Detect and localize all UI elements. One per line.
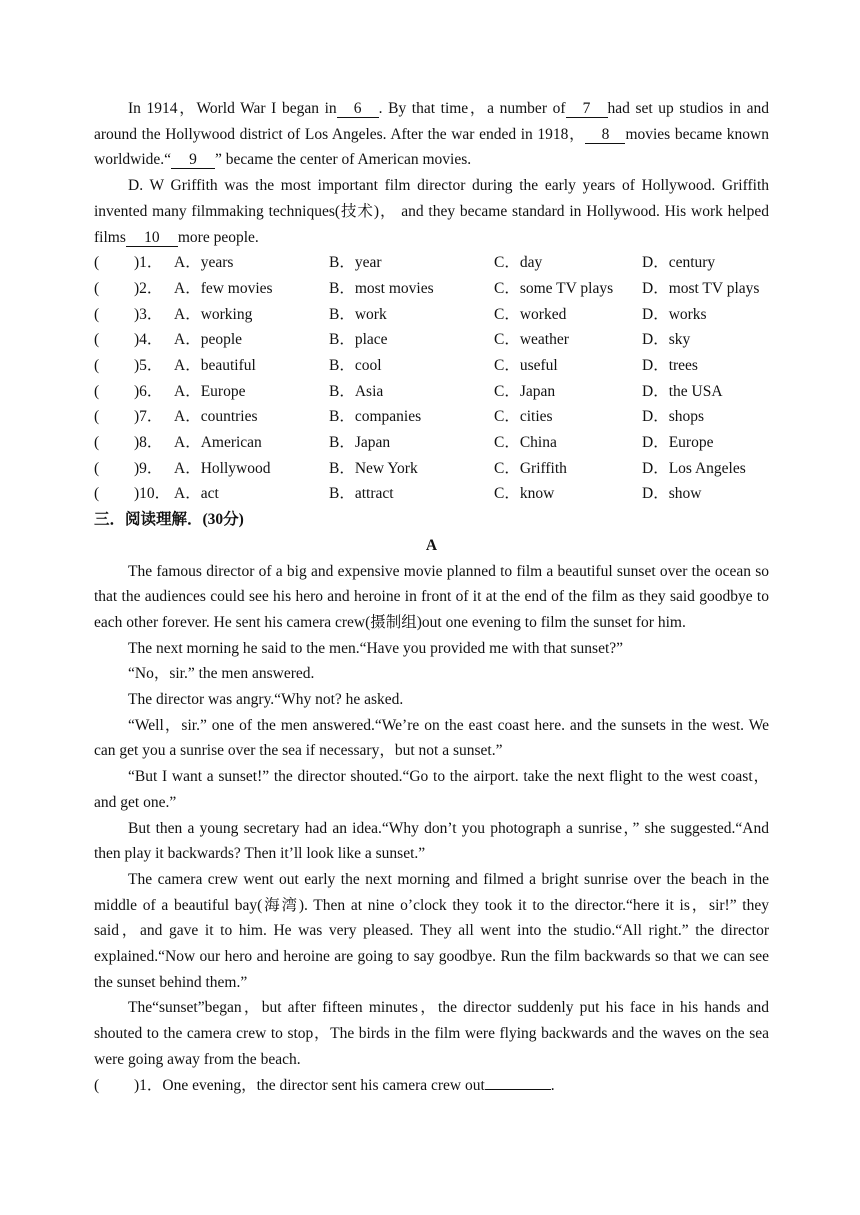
blank-9: 9 [171, 151, 215, 169]
passage-paragraph: “But I want a sunset!” the director shouted.“Go to the airport. take the next flight to the west coast，and get one.” [94, 768, 769, 811]
option-d[interactable]: D．century [642, 254, 716, 272]
passage-paragraph: The camera crew went out early the next morning and filmed a bright sunrise over the beach in the middle of a beautiful bay(海湾). Then at nine o’clock they took it to the director.“here it is，sir!” they said，and gave it to him. He was very pleased. They all went into the studio.“All right.” the director explained.“Now our hero and heroine are going to say goodbye. Run the film backwards so that we can see the sunset behind them.” [94, 870, 769, 991]
option-number: )6． [134, 382, 163, 400]
option-c[interactable]: C．weather [494, 331, 569, 349]
question-number: )1． [134, 1076, 163, 1094]
option-c[interactable]: C．cities [494, 408, 553, 426]
blank-7: 7 [566, 100, 608, 118]
option-d[interactable]: D．trees [642, 356, 698, 374]
option-c[interactable]: C．know [494, 485, 555, 503]
passage-paragraph: The“sunset”began，but after fifteen minutes，the director suddenly put his face in his hands and shouted to the camera crew to stop，The birds in the film were flying backwards and the waves on the sea were going away from the beach. [94, 999, 769, 1068]
option-a[interactable]: A．years [174, 254, 234, 272]
question-stem: One evening，the director sent his camera crew out [162, 1076, 485, 1094]
question-text [134, 1073, 555, 1099]
answer-paren: ( [94, 279, 100, 297]
text-run: had set up studios in and around the Hollywood district of Los Angeles. After the war ended in 1918， [94, 100, 769, 143]
option-d[interactable]: D．Europe [642, 434, 714, 452]
option-d[interactable]: D．sky [642, 331, 691, 349]
option-number: )10． [134, 485, 171, 503]
option-number: )2． [134, 279, 163, 297]
option-c[interactable]: C．China [494, 434, 557, 452]
option-number: )4． [134, 331, 163, 349]
option-number: )8． [134, 434, 163, 452]
option-row [94, 481, 769, 507]
answer-paren: ( [94, 485, 100, 503]
passage-paragraph: But then a young secretary had an idea.“Why don’t you photograph a sunrise，” she suggested.“And then play it backwards? Then it’ll look like a sunset.” [94, 819, 769, 863]
cloze-paragraph-1 [94, 96, 769, 173]
option-c[interactable]: C．worked [494, 305, 567, 323]
option-number: )3． [134, 305, 163, 323]
text-run: ” became the center of American movies. [215, 151, 472, 169]
answer-paren: ( [94, 434, 100, 452]
option-b[interactable]: B．New York [329, 459, 418, 477]
blank-10: 10 [126, 229, 178, 247]
option-a[interactable]: A．American [174, 434, 262, 452]
option-a[interactable]: A．few movies [174, 279, 273, 297]
option-a[interactable]: A．beautiful [174, 356, 256, 374]
option-a[interactable]: A．Europe [174, 382, 246, 400]
option-row [94, 327, 769, 353]
text-run: D. W Griffith was the most important film director during the early years of Hollywood. Griffith invented many filmmaking techniques(技术)， and they became standard in Hollywood. His work helped films [94, 177, 769, 246]
option-c[interactable]: C．Griffith [494, 459, 567, 477]
option-b[interactable]: B．most movies [329, 279, 434, 297]
question-row [94, 1073, 769, 1099]
reading-passage [94, 559, 769, 1073]
option-b[interactable]: B．attract [329, 485, 394, 503]
option-d[interactable]: D．most TV plays [642, 279, 760, 297]
passage-paragraph: “Well，sir.” one of the men answered.“We’re on the east coast here. and the sunsets in the west. We can get you a sunrise over the sea if necessary，but not a sunset.” [94, 716, 769, 760]
option-b[interactable]: B．Japan [329, 434, 391, 452]
option-d[interactable]: D．show [642, 485, 702, 503]
option-c[interactable]: C．some TV plays [494, 279, 614, 297]
answer-paren: ( [94, 459, 100, 477]
option-b[interactable]: B．year [329, 254, 382, 272]
text-run: more people. [177, 228, 259, 246]
option-d[interactable]: D．shops [642, 408, 705, 426]
answer-paren: ( [94, 1076, 100, 1094]
passage-paragraph: The director was angry.“Why not? he asked. [128, 691, 404, 709]
text-run: In 1914，World War I began in [128, 100, 337, 117]
option-b[interactable]: B．cool [329, 356, 382, 374]
option-number: )9． [134, 459, 163, 477]
option-b[interactable]: B．work [329, 305, 387, 323]
answer-paren: ( [94, 408, 100, 426]
blank-6: 6 [337, 100, 379, 118]
passage-paragraph: The famous director of a big and expensive movie planned to film a beautiful sunset over the ocean so that the audiences could see his hero and heroine in front of it at the end of the film as they said goodbye to each other forever. He sent his camera crew(摄制组)out one evening to film the sunset for him. [94, 562, 769, 631]
option-b[interactable]: B．Asia [329, 382, 384, 400]
option-a[interactable]: A．people [174, 331, 243, 349]
passage-label: A [425, 536, 438, 554]
option-row [94, 379, 769, 405]
option-d[interactable]: D．Los Angeles [642, 459, 746, 477]
option-c[interactable]: C．Japan [494, 382, 556, 400]
passage-paragraph: “No，sir.” the men answered. [128, 665, 315, 683]
option-b[interactable]: B．companies [329, 408, 422, 426]
answer-paren: ( [94, 331, 100, 349]
option-row [94, 276, 769, 302]
exam-page [94, 96, 769, 1098]
option-row [94, 250, 769, 276]
option-b[interactable]: B．place [329, 331, 388, 349]
option-a[interactable]: A．Hollywood [174, 459, 271, 477]
option-a[interactable]: A．countries [174, 408, 258, 426]
option-c[interactable]: C．day [494, 254, 543, 272]
option-d[interactable]: D．the USA [642, 382, 723, 400]
answer-paren: ( [94, 382, 100, 400]
option-number: )5． [134, 356, 163, 374]
cloze-options [94, 250, 769, 507]
answer-paren: ( [94, 305, 100, 323]
passage-paragraph: The next morning he said to the men.“Have you provided me with that sunset?” [128, 639, 624, 657]
option-number: )7． [134, 408, 163, 426]
option-row [94, 302, 769, 328]
option-row [94, 456, 769, 482]
text-run: . By that time，a number of [378, 100, 566, 117]
answer-paren: ( [94, 254, 100, 272]
option-a[interactable]: A．working [174, 305, 253, 323]
cloze-paragraph-2 [94, 173, 769, 250]
option-row [94, 430, 769, 456]
section-heading: 三．阅读理解．(30分) [94, 511, 244, 529]
answer-paren: ( [94, 356, 100, 374]
option-row [94, 353, 769, 379]
option-d[interactable]: D．works [642, 305, 707, 323]
option-row [94, 404, 769, 430]
answer-blank[interactable] [485, 1074, 551, 1090]
option-c[interactable]: C．useful [494, 356, 558, 374]
option-number: )1． [134, 254, 163, 272]
question-end: . [550, 1076, 555, 1094]
option-a[interactable]: A．act [174, 485, 219, 503]
blank-8: 8 [585, 126, 625, 144]
text-run: movies became known worldwide.“ [94, 125, 769, 169]
